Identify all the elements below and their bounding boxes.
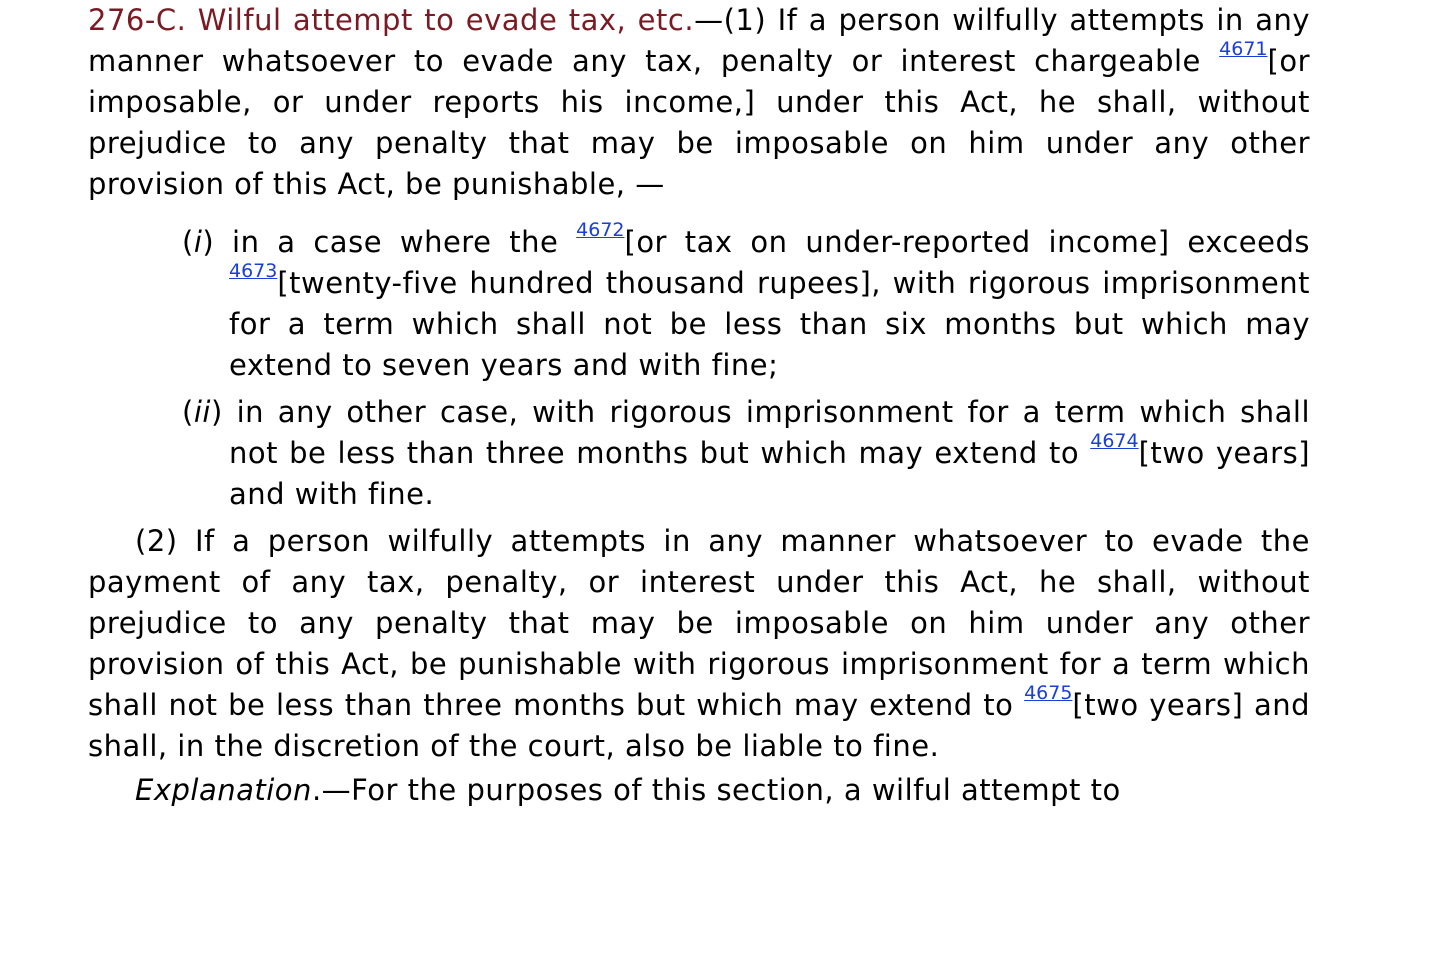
clause-i bbox=[88, 218, 1310, 386]
clause-ii-text-end: [two years] and with fine. bbox=[229, 436, 1311, 511]
subsection-2-text-end: [two years] and shall, in the discretion of the court, also be liable to fine. bbox=[88, 688, 1311, 763]
footnote-link-4672[interactable]: 4672 bbox=[576, 218, 625, 241]
section-heading: 276-C. Wilful attempt to evade tax, etc. bbox=[88, 3, 695, 37]
explanation-label: Explanation bbox=[135, 773, 312, 807]
section-276c-subsection-1 bbox=[88, 0, 1310, 205]
subsection-1-body-text: [or imposable, or under reports his income,] under this Act, he shall, without prejudice to any penalty that may be imposable on him under any other provision of this Act, be punishable, — bbox=[88, 44, 1310, 201]
subsection-1-lead-text: —(1) If a person wilfully attempts in any manner whatsoever to evade any tax, penalty or interest chargeable bbox=[88, 3, 1311, 78]
footnote-ref-4675 bbox=[1024, 682, 1072, 704]
footnote-ref-4673 bbox=[229, 260, 277, 282]
clause-ii-marker: (ii) bbox=[182, 395, 223, 429]
explanation-paragraph bbox=[88, 770, 1310, 811]
clause-i-marker: (i) bbox=[182, 225, 215, 259]
statute-page bbox=[88, 0, 1310, 811]
explanation-text: .—For the purposes of this section, a wilful attempt to bbox=[311, 773, 1121, 807]
clause-i-text-start: in a case where the bbox=[214, 225, 577, 259]
clause-i-text-end: [twenty-five hundred thousand rupees], with rigorous imprisonment for a term which shall not be less than six months but which may extend to seven years and with fine; bbox=[229, 266, 1310, 382]
subsection-2-text-start: (2) If a person wilfully attempts in any manner whatsoever to evade the payment of any tax, penalty, or interest under this Act, he shall, without prejudice to any penalty that may be imposable on him under any other provision of this Act, be punishable with rigorous imprisonment for a term which shall not be less than three months but which may extend to bbox=[88, 524, 1310, 722]
section-276c-subsection-2 bbox=[88, 521, 1310, 767]
footnote-ref-4671 bbox=[1219, 38, 1267, 60]
clause-i-text-mid: [or tax on under-reported income] exceeds bbox=[624, 225, 1310, 259]
footnote-link-4671[interactable]: 4671 bbox=[1219, 37, 1268, 60]
clause-ii-text-start: in any other case, with rigorous imprisonment for a term which shall not be less than three months but which may extend to bbox=[222, 395, 1310, 470]
footnote-ref-4672 bbox=[576, 219, 624, 241]
footnote-ref-4674 bbox=[1090, 430, 1138, 452]
footnote-link-4674[interactable]: 4674 bbox=[1090, 429, 1139, 452]
footnote-link-4675[interactable]: 4675 bbox=[1024, 681, 1073, 704]
clause-ii bbox=[88, 392, 1310, 515]
footnote-link-4673[interactable]: 4673 bbox=[229, 259, 278, 282]
